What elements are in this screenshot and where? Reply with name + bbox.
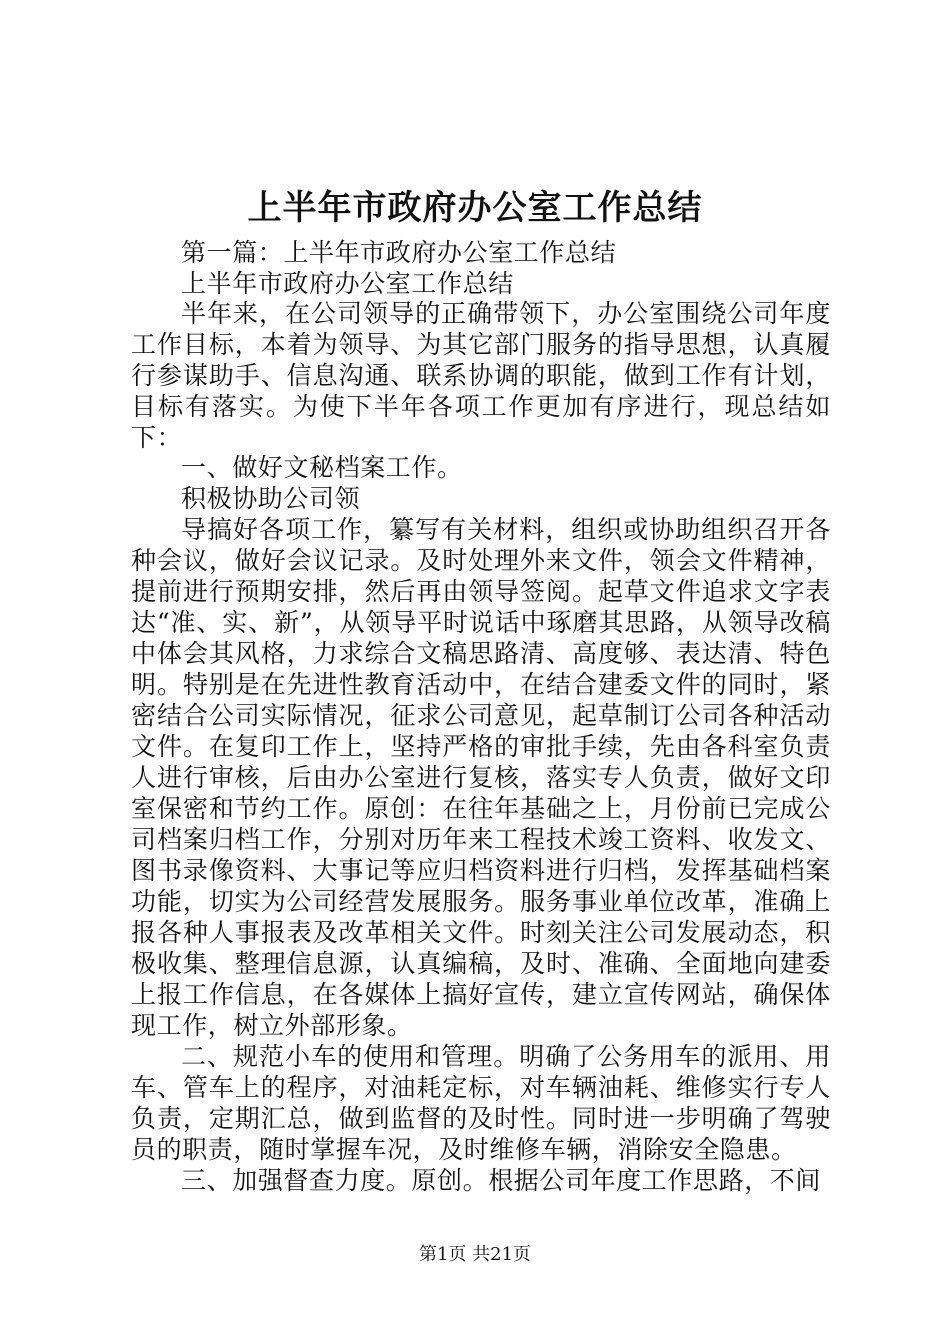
section1-body: 导搞好各项工作，纂写有关材料，组织或协助组织召开各种会议，做好会议记录。及时处理外来文件，领会文件精神，提前进行预期安排，然后再由领导签阅。起草文件追求文字表达“准、实、新”，从领导平时说话中琢磨其思路，从领导改稿中体会其风格，力求综合文稿思路清、高度够、表达清、特色明。特别是在先进性教育活动中，在结合建委文件的同时，紧密结合公司实际情况，征求公司意见，起草制订公司各种活动文件。在复印工作上，坚持严格的审批手续，先由各科室负责人进行审核，后由办公室进行复核，落实专人负责，做好文印室保密和节约工作。原创：在往年基础之上，月份前已完成公司档案归档工作，分别对历年来工程技术竣工资料、收发文、图书录像资料、大事记等应归档资料进行归档，发挥基础档案功能，切实为公司经营发展服务。服务事业单位改革，准确上报各种人事报表及改革相关文件。时刻关注公司发展动态，积极收集、整理信息源，认真编稿，及时、准确、全面地向建委上报工作信息，在各媒体上搞好宣传，建立宣传网站，确保体现工作，树立外部形象。 bbox=[131, 515, 831, 1040]
chapter-heading: 第一篇：上半年市政府办公室工作总结 bbox=[181, 238, 617, 267]
intro-block bbox=[131, 298, 831, 453]
sections-block bbox=[131, 452, 831, 1196]
section1-lead: 积极协助公司领 bbox=[181, 484, 361, 513]
section2-paragraph: 二、规范小车的使用和管理。明确了公务用车的派用、用车、管车上的程序，对油耗定标，对车辆油耗、维修实行专人负责，定期汇总，做到监督的及时性。同时进一步明确了驾驶员的职责，随时掌握车况，及时维修车辆，消除安全隐患。 bbox=[131, 1042, 831, 1164]
page-footer: 第1页 共21页 bbox=[418, 1244, 532, 1265]
heading-block bbox=[131, 237, 831, 299]
intro-paragraph: 半年来，在公司领导的正确带领下，办公室围绕公司年度工作目标，本着为领导、为其它部门服务的指导思想，认真履行参谋助手、信息沟通、联系协调的职能，做到工作有计划，目标有落实。为使下半年各项工作更加有序进行，现总结如下： bbox=[131, 299, 831, 452]
section1-heading: 一、做好文秘档案工作。 bbox=[181, 453, 463, 482]
section3-paragraph: 三、加强督查力度。原创。根据公司年度工作思路，不间 bbox=[181, 1166, 822, 1195]
document-title: 上半年市政府办公室工作总结 bbox=[247, 188, 703, 228]
document-subtitle: 上半年市政府办公室工作总结 bbox=[181, 269, 514, 298]
